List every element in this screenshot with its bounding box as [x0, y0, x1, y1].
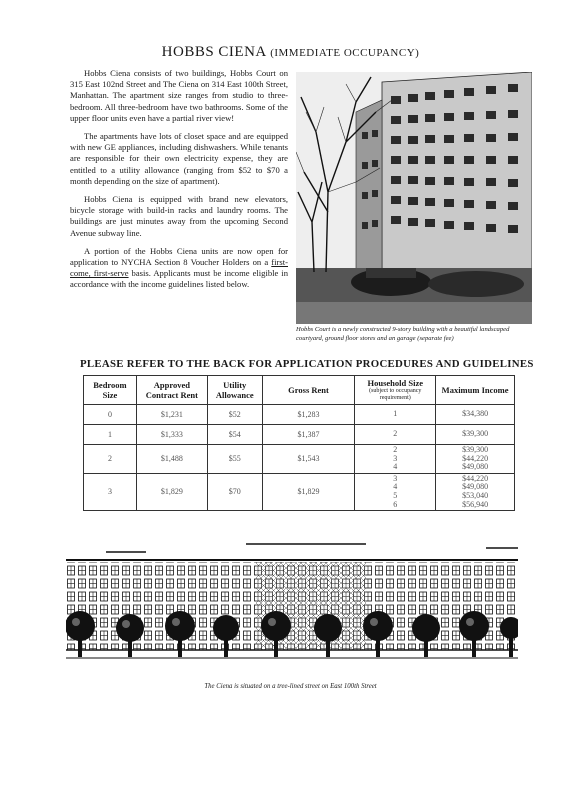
cell-contract-rent: $1,333 — [136, 425, 207, 445]
cell-household — [355, 473, 436, 510]
photo-caption: Hobbs Court is a newly constructed 9-story building with a beautiful landscaped courtyard, ground floor stores and an garage (separate fee) — [296, 326, 510, 342]
intro-paragraph-2: The apartments have lots of closet space and are equipped with new GE appliances, including dishwashers. While tenants are responsible for their own electricity expense, they are entitled to a utility allowance (ranging from $52 to $70 a month depending on the size of apartment). — [70, 131, 288, 186]
household-value: 4 — [393, 462, 398, 472]
income-value: $34,380 — [462, 409, 489, 419]
cell-gross-rent: $1,543 — [262, 445, 355, 474]
cell-income — [436, 425, 515, 445]
intro-text — [70, 68, 288, 298]
col-household-size — [355, 376, 436, 405]
street-elevation-drawing — [66, 538, 518, 673]
household-value: 5 — [393, 490, 398, 500]
household-value: 3 — [393, 473, 398, 483]
intro-paragraph-4 — [70, 246, 288, 291]
intro-paragraph-1: Hobbs Ciena consists of two buildings, Hobbs Court on 315 East 102nd Street and The Ciena on 314 East 100th Street, Manhattan. The apartment size ranges from studio to three-bedroom. All three-bedroom have two bathrooms. Some of the upper floor units even have a partial river view! — [70, 68, 288, 123]
income-value: $56,940 — [462, 499, 489, 509]
cell-household — [355, 445, 436, 474]
household-size-note: (subject to occupancy requirement) — [369, 388, 422, 401]
household-value: 2 — [393, 429, 398, 439]
col-max-income: Maximum Income — [436, 376, 515, 405]
title-main: HOBBS CIENA — [161, 44, 266, 60]
table-row — [84, 445, 515, 474]
cell-gross-rent: $1,387 — [262, 425, 355, 445]
cell-bedroom: 2 — [84, 445, 137, 474]
building-photo — [296, 72, 532, 324]
cell-income — [436, 473, 515, 510]
cell-utility: $55 — [207, 445, 262, 474]
table-header-row — [84, 376, 515, 405]
title-subtitle: (IMMEDIATE OCCUPANCY) — [270, 47, 420, 59]
first-come-link: first-come, first-serve — [70, 257, 288, 279]
col-bedroom-size: Bedroom Size — [84, 376, 137, 405]
table-row — [84, 405, 515, 425]
cell-bedroom: 3 — [84, 473, 137, 510]
cell-gross-rent: $1,829 — [262, 473, 355, 510]
table-row — [84, 473, 515, 510]
income-value: $44,220 — [462, 453, 489, 463]
income-value: $44,220 — [462, 473, 489, 483]
household-value: 1 — [393, 409, 398, 419]
page-title — [0, 44, 581, 61]
income-value: $39,300 — [462, 445, 489, 454]
col-gross-rent: Gross Rent — [262, 376, 355, 405]
cell-bedroom: 0 — [84, 405, 137, 425]
income-value: $53,040 — [462, 490, 489, 500]
cell-income — [436, 405, 515, 425]
cell-household — [355, 405, 436, 425]
household-value: 3 — [393, 453, 398, 463]
intro-p4-end: basis. Applicants must be income eligible in accordance with the income guidelines listed below. — [70, 268, 288, 290]
col-contract-rent: Approved Contract Rent — [136, 376, 207, 405]
cell-income — [436, 445, 515, 474]
cell-utility: $52 — [207, 405, 262, 425]
cell-utility: $54 — [207, 425, 262, 445]
street-caption: The Ciena is situated on a tree-lined street on East 100th Street — [204, 683, 377, 690]
household-value: 4 — [393, 482, 398, 492]
rent-income-table — [83, 375, 515, 511]
household-value: 2 — [393, 445, 398, 454]
cell-household — [355, 425, 436, 445]
table-row — [84, 425, 515, 445]
cell-contract-rent: $1,231 — [136, 405, 207, 425]
income-value: $49,080 — [462, 482, 489, 492]
household-value: 6 — [393, 499, 398, 509]
intro-p4-start: A portion of the Hobbs Ciena units are now open for application to NYCHA Section 8 Voucher Holders on a — [70, 245, 288, 268]
cell-contract-rent: $1,488 — [136, 445, 207, 474]
intro-paragraph-3: Hobbs Ciena is equipped with brand new elevators, bicycle storage with build-in racks and laundry rooms. The buildings are just minutes away from the upcoming Second Avenue subway line. — [70, 194, 288, 238]
cell-contract-rent: $1,829 — [136, 473, 207, 510]
income-value: $39,300 — [462, 429, 489, 439]
cell-gross-rent: $1,283 — [262, 405, 355, 425]
cell-bedroom: 1 — [84, 425, 137, 445]
cell-utility: $70 — [207, 473, 262, 510]
application-notice: PLEASE REFER TO THE BACK FOR APPLICATION PROCEDURES AND GUIDELINES — [80, 358, 534, 370]
col-utility-allowance: Utility Allowance — [207, 376, 262, 405]
household-size-label: Household Size — [367, 378, 423, 388]
income-value: $49,080 — [462, 462, 489, 472]
